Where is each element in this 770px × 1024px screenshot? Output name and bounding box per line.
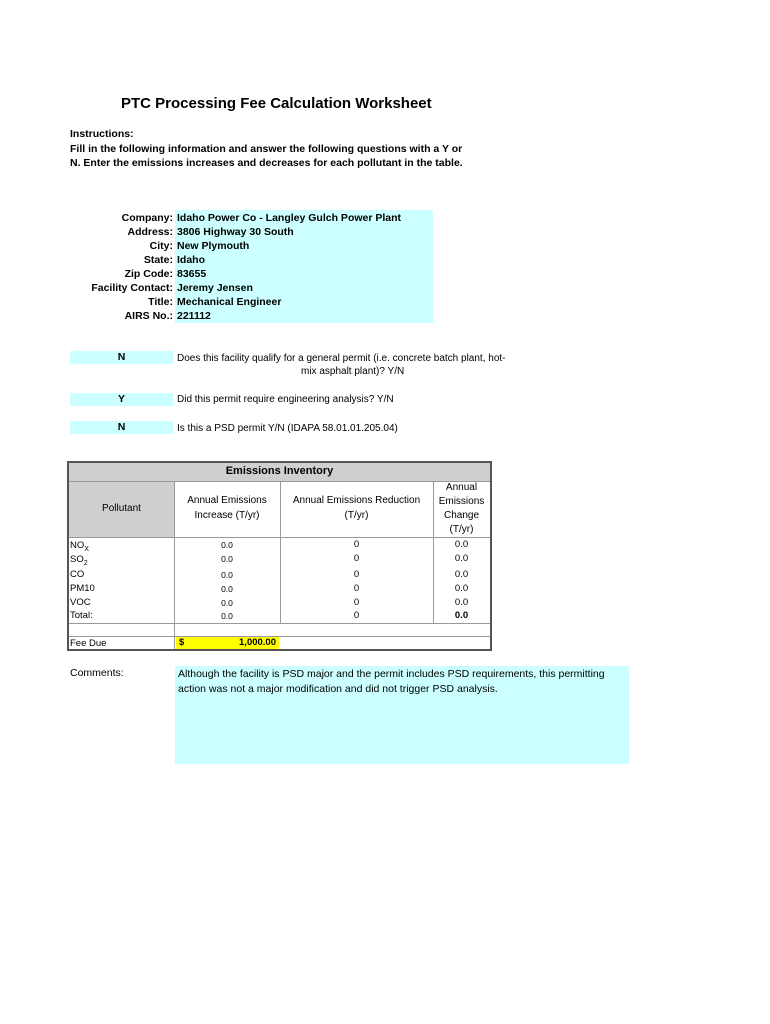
table-cell-change: 0.0 [454,569,469,580]
airs-field[interactable]: 221112 [177,310,211,322]
city-label-row [0,239,173,253]
instructions-line1: Fill in the following information and answer the following questions with a Y or [70,142,463,155]
increase-header [174,493,280,523]
table-cell-increase[interactable]: 0.0 [221,598,233,608]
instructions [70,127,510,171]
change-header-l1: Annual [445,482,478,493]
job-title-label: Title: [148,296,173,308]
fee-amount: 1,000.00 [239,637,276,648]
contact-label-row [0,281,173,295]
total-change: 0.0 [454,610,469,621]
comments-text: Although the facility is PSD major and the permit includes PSD requirements, this permitting action was not a major modification and did not trigger PSD analysis. [178,668,605,695]
address-label: Address: [127,226,173,238]
table-cell-change: 0.0 [454,553,469,564]
company-label-row [0,211,173,225]
airs-label: AIRS No.: [124,310,173,322]
total-increase: 0.0 [221,611,233,621]
zip-field[interactable]: 83655 [177,268,207,280]
general-permit-question [177,352,557,378]
engineering-analysis-answer[interactable]: Y [70,393,173,406]
instructions-line2: N. Enter the emissions increases and decreases for each pollutant in the table. [70,157,463,169]
fee-due-label: Fee Due [70,638,107,649]
grid-line [69,623,490,624]
total-reduction: 0 [353,610,360,621]
table-title: Emissions Inventory [225,465,334,477]
change-header-l2: Emissions [438,496,485,507]
total-label: Total: [70,610,93,621]
table-cell-increase[interactable]: 0.0 [221,540,233,550]
contact-field[interactable]: Jeremy Jensen [177,282,253,294]
general-permit-answer[interactable]: N [70,351,173,364]
city-field[interactable]: New Plymouth [177,240,250,252]
increase-header-l1: Annual Emissions [187,495,267,506]
fee-currency: $ [179,637,185,648]
table-row-pollutant: VOC [70,597,91,608]
table-row-pollutant: CO [70,569,85,580]
psd-permit-question: Is this a PSD permit Y/N (IDAPA 58.01.01.205.04) [177,423,398,434]
psd-permit-answer[interactable]: N [70,421,173,434]
table-cell-reduction[interactable]: 0 [353,539,360,550]
address-label-row [0,225,173,239]
fee-due-cell [176,637,279,649]
table-cell-change: 0.0 [454,583,469,594]
reduction-header [280,493,433,523]
engineering-analysis-question: Did this permit require engineering analysis? Y/N [177,394,394,405]
contact-label: Facility Contact: [91,282,173,294]
increase-header-l2: Increase (T/yr) [194,510,260,521]
table-cell-increase[interactable]: 0.0 [221,570,233,580]
change-header-l3: Change [443,510,480,521]
table-cell-change: 0.0 [454,597,469,608]
table-cell-change: 0.0 [454,539,469,550]
table-row-pollutant: PM10 [70,583,95,594]
change-header [433,481,490,537]
table-cell-increase[interactable]: 0.0 [221,554,233,564]
address-field[interactable]: 3806 Highway 30 South [177,226,294,238]
job-title-field[interactable]: Mechanical Engineer [177,296,282,308]
zip-label-row [0,267,173,281]
change-header-l4: (T/yr) [449,524,474,535]
state-label: State: [143,254,173,266]
comments-label: Comments: [70,667,124,679]
emissions-table [67,461,492,651]
state-label-row [0,253,173,267]
table-cell-reduction[interactable]: 0 [353,569,360,580]
state-field[interactable]: Idaho [177,254,205,266]
pollutant-header: Pollutant [102,503,141,514]
reduction-header-l1: Annual Emissions Reduction [292,495,421,506]
table-row-pollutant: $SO_2$ [70,554,88,567]
grid-line [69,636,490,637]
page-title: PTC Processing Fee Calculation Worksheet [121,95,432,112]
table-cell-increase[interactable]: 0.0 [221,584,233,594]
question-text: Does this facility qualify for a general permit (i.e. concrete batch plant, hot- [177,353,506,364]
reduction-header-l2: (T/yr) [344,510,369,521]
title-label-row [0,295,173,309]
company-field[interactable]: Idaho Power Co - Langley Gulch Power Plant [177,212,402,224]
table-cell-reduction[interactable]: 0 [353,583,360,594]
instructions-heading: Instructions: [70,128,134,140]
company-label: Company: [121,212,173,224]
city-label: City: [149,240,173,252]
table-row-pollutant: $NO_X$ [70,540,89,553]
airs-label-row [0,309,173,323]
question-text-cont: mix asphalt plant)? Y/N [301,366,405,377]
zip-label: Zip Code: [124,268,173,280]
table-cell-reduction[interactable]: 0 [353,597,360,608]
table-cell-reduction[interactable]: 0 [353,553,360,564]
